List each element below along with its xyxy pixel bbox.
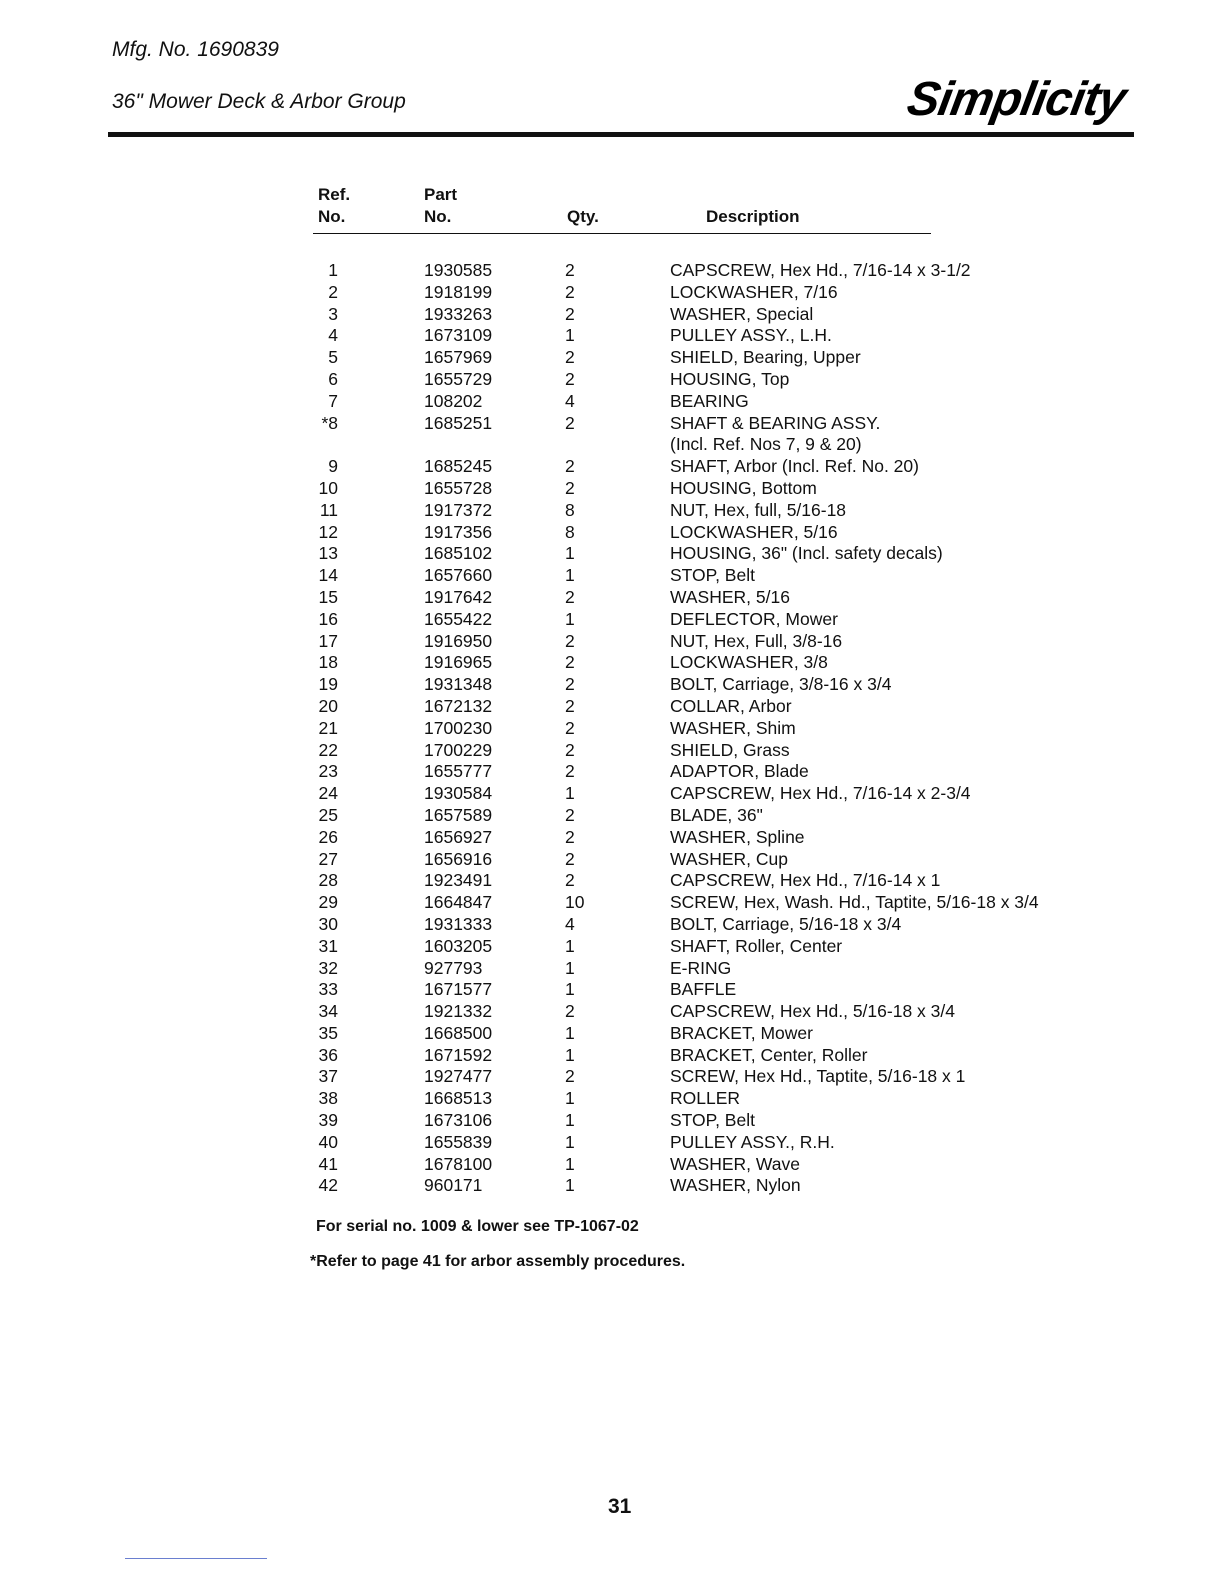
qty-cell: 1 — [565, 979, 575, 1000]
qty-cell: 2 — [565, 826, 575, 847]
description-cell: STOP, Belt — [670, 1110, 755, 1131]
part-cell: 1917356 — [424, 521, 493, 542]
ref-cell: 39 — [318, 1110, 338, 1131]
part-cell: 1930585 — [424, 260, 493, 280]
table-row — [0, 892, 1224, 914]
column-header-qty: Qty. — [567, 207, 599, 226]
part-cell: 1917642 — [424, 586, 493, 607]
qty-cell: 4 — [565, 913, 575, 934]
column-header-part: Part No. — [424, 185, 458, 226]
table-row — [0, 783, 1224, 805]
table-row — [0, 958, 1224, 980]
table-row — [0, 936, 1224, 958]
table-row — [0, 827, 1224, 849]
part-cell: 1678100 — [424, 1153, 493, 1174]
table-row — [0, 674, 1224, 696]
column-header-ref: Ref. No. — [318, 185, 351, 226]
brand-logo: Simplicity — [903, 73, 1130, 126]
table-row — [0, 282, 1224, 304]
part-cell: 1933263 — [424, 303, 493, 324]
qty-cell: 1 — [565, 1044, 575, 1065]
description-cell: LOCKWASHER, 7/16 — [670, 281, 838, 302]
ref-cell: 10 — [318, 477, 338, 498]
ref-cell: 27 — [318, 848, 338, 869]
ref-cell: 19 — [318, 674, 338, 695]
qty-cell: 2 — [565, 303, 575, 324]
part-cell: 1931348 — [424, 674, 493, 695]
ref-cell: 33 — [318, 979, 338, 1000]
qty-cell: 2 — [565, 630, 575, 651]
description-cell: PULLEY ASSY., L.H. — [670, 325, 832, 346]
table-row — [0, 260, 1224, 282]
ref-cell: 38 — [318, 1088, 338, 1109]
qty-cell: 1 — [565, 565, 575, 586]
description-cell: SHAFT, Roller, Center — [670, 935, 843, 956]
table-row — [0, 805, 1224, 827]
group-title: 36" Mower Deck & Arbor Group — [112, 90, 406, 113]
table-row — [0, 696, 1224, 718]
table-row — [0, 543, 1224, 565]
part-cell: 1657969 — [424, 347, 493, 368]
ref-cell: 35 — [318, 1022, 338, 1043]
part-cell: 1685251 — [424, 412, 493, 433]
description-cell: HOUSING, 36" (Incl. safety decals) — [670, 543, 943, 564]
table-header-divider — [313, 233, 931, 234]
table-row — [0, 1001, 1224, 1023]
page-number: 31 — [608, 1495, 632, 1518]
description-cell: DEFLECTOR, Mower — [670, 608, 838, 629]
part-cell: 1603205 — [424, 935, 493, 956]
table-row — [0, 347, 1224, 369]
qty-cell: 2 — [565, 586, 575, 607]
part-cell: 1657589 — [424, 804, 493, 825]
description-cell: E-RING — [670, 957, 732, 978]
qty-cell: 1 — [565, 1175, 575, 1196]
qty-cell: 1 — [565, 1110, 575, 1131]
arbor-note: *Refer to page 41 for arbor assembly procedures. — [310, 1253, 686, 1270]
qty-cell: 1 — [565, 325, 575, 346]
table-row — [0, 391, 1224, 413]
table-row — [0, 740, 1224, 762]
qty-cell: 1 — [565, 608, 575, 629]
part-cell: 1672132 — [424, 695, 493, 716]
table-row — [0, 914, 1224, 936]
part-cell: 1700229 — [424, 739, 493, 760]
ref-cell: 26 — [318, 826, 338, 847]
part-cell: 1673109 — [424, 325, 493, 346]
description-cell: LOCKWASHER, 5/16 — [670, 521, 838, 542]
part-cell: 1664847 — [424, 892, 493, 913]
table-row — [0, 1066, 1224, 1088]
part-cell: 1685245 — [424, 456, 493, 477]
part-cell: 1917372 — [424, 499, 493, 520]
table-row — [0, 1045, 1224, 1067]
table-row — [0, 1088, 1224, 1110]
part-cell: 1673106 — [424, 1110, 493, 1131]
description-cell: BEARING — [670, 390, 749, 411]
header-divider — [108, 132, 1134, 137]
table-row — [0, 369, 1224, 391]
part-cell: 1927477 — [424, 1066, 493, 1087]
part-cell: 1700230 — [424, 717, 493, 738]
part-cell: 108202 — [424, 390, 483, 411]
ref-cell: 1 — [328, 260, 338, 280]
ref-cell: 11 — [319, 499, 338, 520]
description-cell: SHIELD, Bearing, Upper — [670, 347, 861, 368]
part-cell: 1931333 — [424, 913, 493, 934]
part-cell: 1921332 — [424, 1001, 493, 1022]
ref-cell: 42 — [318, 1175, 338, 1196]
description-cell: BLADE, 36" — [670, 804, 763, 825]
qty-cell: 1 — [565, 543, 575, 564]
ref-cell: 29 — [318, 892, 338, 913]
description-cell: BAFFLE — [670, 979, 737, 1000]
ref-cell: 40 — [318, 1131, 338, 1152]
part-cell: 1655777 — [424, 761, 493, 782]
description-cell: COLLAR, Arbor — [670, 695, 792, 716]
table-row — [0, 522, 1224, 544]
table-row — [0, 1154, 1224, 1176]
table-row — [0, 652, 1224, 674]
qty-cell: 1 — [565, 1088, 575, 1109]
table-row — [0, 587, 1224, 609]
column-header-description: Description — [706, 207, 800, 226]
ref-cell: 32 — [318, 957, 338, 978]
qty-cell: 1 — [565, 1153, 575, 1174]
qty-cell: 4 — [565, 390, 575, 411]
ref-cell: 41 — [318, 1153, 338, 1174]
part-cell: 1923491 — [424, 870, 493, 891]
qty-cell: 2 — [565, 412, 575, 433]
table-row — [0, 870, 1224, 892]
table-row — [0, 304, 1224, 326]
qty-cell: 8 — [565, 499, 575, 520]
table-row — [0, 1175, 1224, 1197]
table-row — [0, 1132, 1224, 1154]
table-row — [0, 1023, 1224, 1045]
table-row — [0, 325, 1224, 347]
ref-cell: 2 — [328, 281, 338, 302]
ref-cell: 37 — [318, 1066, 338, 1087]
qty-cell: 2 — [565, 652, 575, 673]
part-cell: 1685102 — [424, 543, 493, 564]
description-cell: WASHER, 5/16 — [670, 586, 790, 607]
ref-cell: 13 — [318, 543, 338, 564]
description-cell: LOCKWASHER, 3/8 — [670, 652, 828, 673]
table-row — [0, 718, 1224, 740]
description-cell: CAPSCREW, Hex Hd., 7/16-14 x 3-1/2 — [670, 260, 971, 280]
description-cell: ROLLER — [670, 1088, 741, 1109]
qty-cell: 2 — [565, 870, 575, 891]
ref-cell: 12 — [318, 521, 338, 542]
part-cell: 927793 — [424, 957, 483, 978]
part-cell: 1671592 — [424, 1044, 493, 1065]
ref-cell: 3 — [328, 303, 338, 324]
part-cell: 1916950 — [424, 630, 493, 651]
qty-cell: 2 — [565, 477, 575, 498]
description-cell: WASHER, Shim — [670, 717, 796, 738]
description-cell: WASHER, Nylon — [670, 1175, 801, 1196]
table-row — [0, 631, 1224, 653]
description-cell: SCREW, Hex, Wash. Hd., Taptite, 5/16-18 x 3/4 — [670, 892, 1039, 913]
part-cell: 1657660 — [424, 565, 493, 586]
description-cell: CAPSCREW, Hex Hd., 7/16-14 x 2-3/4 — [670, 783, 971, 804]
part-cell: 1930584 — [424, 783, 493, 804]
description-cell: CAPSCREW, Hex Hd., 7/16-14 x 1 — [670, 870, 941, 891]
part-cell: 1656916 — [424, 848, 493, 869]
ref-cell: 9 — [328, 456, 338, 477]
description-cell: ADAPTOR, Blade — [670, 761, 809, 782]
description-cell: STOP, Belt — [670, 565, 755, 586]
table-row — [0, 761, 1224, 783]
table-row — [0, 413, 1224, 435]
qty-cell: 8 — [565, 521, 575, 542]
description-cell: BOLT, Carriage, 3/8-16 x 3/4 — [670, 674, 892, 695]
part-cell: 1655422 — [424, 608, 493, 629]
table-row — [0, 478, 1224, 500]
description-cell: BOLT, Carriage, 5/16-18 x 3/4 — [670, 913, 902, 934]
ref-cell: 28 — [318, 870, 338, 891]
ref-cell: 20 — [318, 695, 338, 716]
ref-cell: 25 — [318, 804, 338, 825]
ref-cell: 21 — [318, 717, 338, 738]
ref-cell: 7 — [328, 390, 338, 411]
description-cell: BRACKET, Center, Roller — [670, 1044, 868, 1065]
qty-cell: 2 — [565, 347, 575, 368]
table-row — [0, 1110, 1224, 1132]
part-cell: 1671577 — [424, 979, 493, 1000]
qty-cell: 2 — [565, 761, 575, 782]
ref-cell: 18 — [318, 652, 338, 673]
qty-cell: 10 — [565, 892, 585, 913]
description-cell: SHAFT, Arbor (Incl. Ref. No. 20) — [670, 456, 919, 477]
table-row — [0, 565, 1224, 587]
scan-line — [125, 1558, 267, 1559]
qty-cell: 2 — [565, 368, 575, 389]
ref-cell: 4 — [328, 325, 338, 346]
qty-cell: 2 — [565, 1001, 575, 1022]
qty-cell: 2 — [565, 739, 575, 760]
part-cell: 1655839 — [424, 1131, 493, 1152]
part-cell: 1668513 — [424, 1088, 493, 1109]
ref-cell: *8 — [321, 412, 338, 433]
qty-cell: 2 — [565, 281, 575, 302]
qty-cell: 2 — [565, 717, 575, 738]
description-cell: PULLEY ASSY., R.H. — [670, 1131, 835, 1152]
description-cell: WASHER, Wave — [670, 1153, 800, 1174]
part-cell: 1655728 — [424, 477, 493, 498]
description-cell: CAPSCREW, Hex Hd., 5/16-18 x 3/4 — [670, 1001, 955, 1022]
ref-cell: 22 — [318, 739, 338, 760]
ref-cell: 15 — [318, 586, 338, 607]
ref-cell: 6 — [328, 368, 338, 389]
qty-cell: 2 — [565, 456, 575, 477]
qty-cell: 1 — [565, 1131, 575, 1152]
ref-cell: 31 — [318, 935, 338, 956]
part-cell: 1656927 — [424, 826, 493, 847]
table-row — [0, 609, 1224, 631]
ref-cell: 16 — [318, 608, 338, 629]
part-cell: 1918199 — [424, 281, 493, 302]
description-cell: WASHER, Special — [670, 303, 814, 324]
description-cell: HOUSING, Top — [670, 368, 790, 389]
part-cell: 1916965 — [424, 652, 493, 673]
qty-cell: 1 — [565, 935, 575, 956]
description-cell: (Incl. Ref. Nos 7, 9 & 20) — [670, 434, 862, 455]
mfg-number: Mfg. No. 1690839 — [112, 38, 279, 61]
part-cell: 960171 — [424, 1175, 483, 1196]
ref-cell: 36 — [318, 1044, 338, 1065]
ref-cell: 24 — [318, 783, 338, 804]
ref-cell: 23 — [318, 761, 338, 782]
description-cell: BRACKET, Mower — [670, 1022, 813, 1043]
qty-cell: 1 — [565, 783, 575, 804]
ref-cell: 14 — [318, 565, 338, 586]
qty-cell: 2 — [565, 1066, 575, 1087]
description-cell: SCREW, Hex Hd., Taptite, 5/16-18 x 1 — [670, 1066, 966, 1087]
qty-cell: 2 — [565, 674, 575, 695]
qty-cell: 2 — [565, 695, 575, 716]
table-row — [0, 434, 1224, 456]
ref-cell: 5 — [328, 347, 338, 368]
description-cell: HOUSING, Bottom — [670, 477, 817, 498]
qty-cell: 1 — [565, 957, 575, 978]
description-cell: NUT, Hex, Full, 3/8-16 — [670, 630, 843, 651]
qty-cell: 2 — [565, 848, 575, 869]
description-cell: WASHER, Cup — [670, 848, 788, 869]
part-cell: 1655729 — [424, 368, 493, 389]
serial-note: For serial no. 1009 & lower see TP-1067-02 — [316, 1218, 639, 1235]
ref-cell: 34 — [318, 1001, 338, 1022]
part-cell: 1668500 — [424, 1022, 493, 1043]
qty-cell: 2 — [565, 260, 575, 280]
qty-cell: 2 — [565, 804, 575, 825]
parts-table — [0, 260, 1224, 1197]
ref-cell: 17 — [318, 630, 338, 651]
description-cell: SHIELD, Grass — [670, 739, 790, 760]
description-cell: WASHER, Spline — [670, 826, 805, 847]
description-cell: NUT, Hex, full, 5/16-18 — [670, 499, 847, 520]
table-row — [0, 979, 1224, 1001]
table-row — [0, 849, 1224, 871]
qty-cell: 1 — [565, 1022, 575, 1043]
table-row — [0, 456, 1224, 478]
ref-cell: 30 — [318, 913, 338, 934]
table-row — [0, 500, 1224, 522]
description-cell: SHAFT & BEARING ASSY. — [670, 412, 881, 433]
